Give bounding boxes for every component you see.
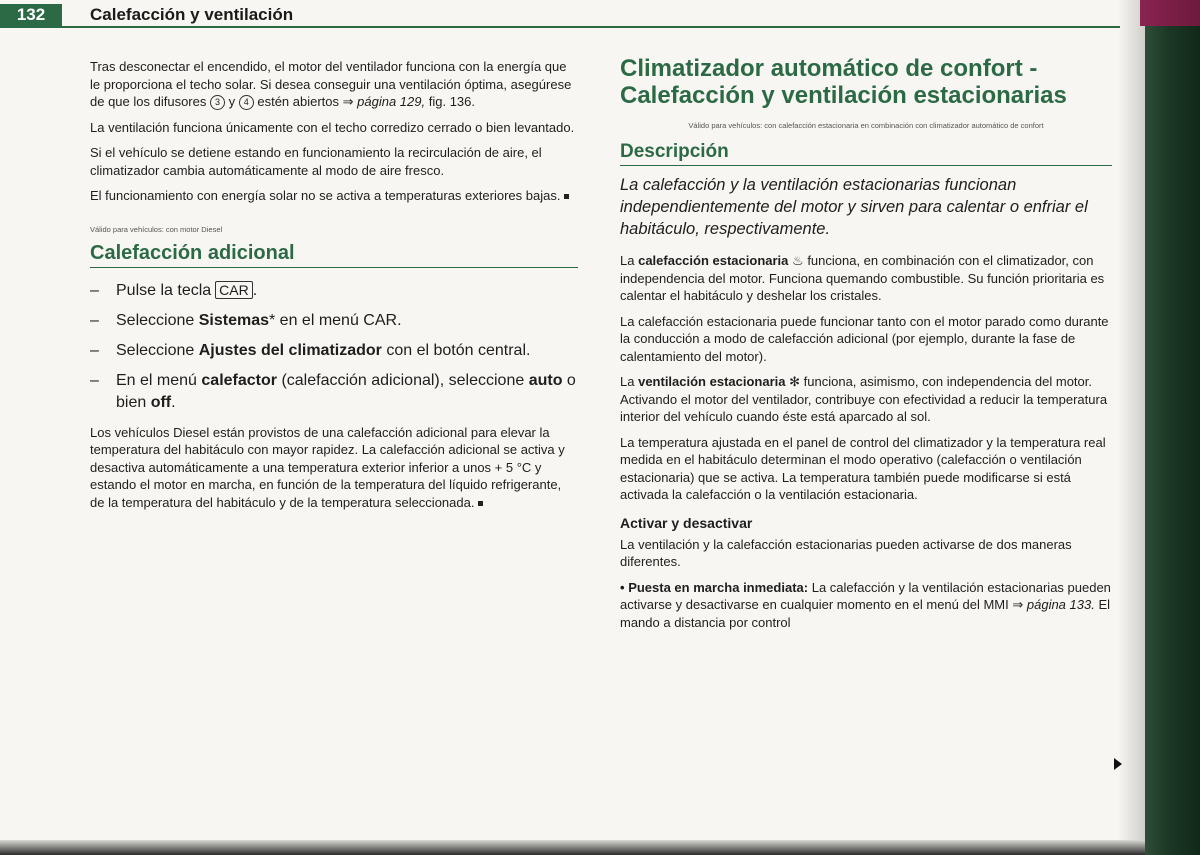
text: Seleccione [116, 311, 195, 329]
step-item [90, 310, 578, 332]
text: Tras desconectar el encendido, el motor del ventilador funciona con la energía que le proporciona el techo solar. Si desea conseguir una ventilación óptima, asegúrese de que los difusores [90, 59, 572, 109]
chapter-title: Climatizador automático de confort - Calefacción y ventilación estacionarias [620, 55, 1067, 109]
text: Los vehículos Diesel están provistos de una calefacción adicional para elevar la temperatura del habitáculo con mayor rapidez. La calefacción adicional se activa y desactiva automáticamente a una temperatura exterior inferior a unos + 5 °C y estando el motor en marcha, en función de la temperatura del líquido refrigerante, de la temperatura del habitáculo y de la temperatura seleccionada. [90, 424, 565, 510]
paragraph-recirculation: Si el vehículo se detiene estando en funcionamiento la recirculación de aire, el climatizador cambia automáticamente al modo de aire fresco. [90, 145, 542, 178]
text: y [228, 94, 236, 109]
heading-auxiliary-heating: Calefacción adicional [90, 241, 578, 268]
page-edge-shadow [1118, 0, 1148, 840]
text: . [171, 393, 176, 411]
menu-term: off [150, 393, 172, 411]
text: estén abiertos ⇒ [257, 94, 354, 109]
text: fig. 136. [428, 94, 475, 109]
text: Pulse la tecla [116, 281, 212, 299]
paragraph-temperature: La temperatura ajustada en el panel de control del climatizador y la temperatura real medida en el habitáculo determinan el modo operativo (calefacción o ventilación estacionaria) que se activa. La temperatura también puede modificarse si está activada la calefacción o la ventilación estacionaria. [620, 434, 1106, 502]
text: funciona, en combinación con el climatizador, con independencia del motor. Funciona quemando combustible. Su función prioritaria es calentar el habitáculo y deshelar los cristales. [620, 253, 1105, 303]
text: funciona, asimismo, con independencia del motor. Activando el motor del ventilador, contribuye con efectividad a reducir la temperatura interior del vehículo cuando éste está aparcado al sol. [620, 374, 1108, 424]
heading-description: Descripción [620, 141, 1112, 166]
paragraph-parking-ventilation [620, 373, 1112, 426]
book-edge [1145, 0, 1200, 855]
car-key-icon: CAR [215, 281, 253, 299]
dash: – [90, 311, 99, 329]
book-edge-tab [1140, 0, 1200, 26]
step-list [90, 280, 578, 414]
paragraph-low-temperature [90, 187, 578, 205]
text: La calefacción y la ventilación estacionarias pueden activarse y desactivarse en cualquier momento en el menú del MMI ⇒ [620, 579, 1111, 612]
text: En el menú [116, 371, 197, 389]
end-mark-icon [478, 501, 483, 506]
dash: – [90, 281, 99, 299]
lead-text: La calefacción y la ventilación estacionarias funcionan independientemente del motor y sirven para calentar o enfriar el habitáculo, respectivamente. [620, 176, 1088, 238]
text: o bien [116, 371, 576, 411]
step-item [90, 370, 578, 414]
paragraph-sunroof: La ventilación funciona únicamente con el techo corredizo cerrado o bien levantado. [90, 119, 575, 135]
text: El mando a distancia por control [620, 597, 1111, 630]
paragraph-heater-operation: La calefacción estacionaria puede funcionar tanto con el motor parado como durante la conducción a modo de calefacción adicional (por ejemplo, durante la fase de calentamiento del motor). [620, 313, 1109, 364]
heading-activate: Activar y desactivar [620, 514, 753, 531]
step-item [90, 340, 578, 362]
term: calefacción estacionaria [638, 253, 789, 268]
dash: – [90, 341, 99, 359]
heater-icon: ♨ [792, 253, 804, 268]
paragraph-solar-ventilation [90, 58, 578, 111]
left-column [90, 58, 578, 519]
text: con el botón central. [386, 341, 531, 359]
text: La [620, 253, 635, 268]
right-column [620, 55, 1112, 639]
paragraph-two-ways: La ventilación y la calefacción estacionarias pueden activarse de dos maneras diferentes. [620, 536, 1072, 569]
diffuser-3-icon: 3 [210, 95, 225, 110]
page-reference-link[interactable]: página 133. [1026, 597, 1095, 612]
page-reference-link[interactable]: página 129, [357, 94, 426, 109]
bullet-immediate-start [620, 579, 1112, 632]
validity-note: Válido para vehículos: con motor Diesel [90, 224, 223, 234]
menu-term: Sistemas [198, 311, 269, 329]
step-item [90, 280, 578, 302]
text: . [252, 281, 258, 299]
dash: – [90, 371, 99, 389]
bullet-dot-icon: • [620, 579, 625, 595]
text: Seleccione [116, 341, 195, 359]
menu-term: Ajustes del climatizador [198, 341, 382, 359]
paragraph-parking-heater [620, 252, 1112, 305]
fan-icon: ✻ [789, 374, 801, 389]
term: Puesta en marcha inmediata: [628, 579, 809, 595]
diffuser-4-icon: 4 [239, 95, 254, 110]
text: (calefacción adicional), seleccione [281, 371, 525, 389]
paragraph-diesel-heater [90, 424, 578, 512]
menu-term: calefactor [201, 371, 277, 389]
text: El funcionamiento con energía solar no se activa a temperaturas exteriores bajas. [90, 188, 561, 203]
menu-term: auto [528, 371, 563, 389]
header-rule [0, 26, 1120, 28]
validity-note: Válido para vehículos: con calefacción estacionaria en combinación con climatizador automático de confort [688, 121, 1044, 130]
page-number: 132 [0, 4, 62, 26]
end-mark-icon [564, 194, 569, 199]
section-title: Calefacción y ventilación [90, 5, 294, 24]
term: ventilación estacionaria [638, 374, 786, 389]
bottom-edge [0, 840, 1145, 855]
text: La [620, 374, 635, 389]
text: * en el menú CAR. [269, 311, 402, 329]
